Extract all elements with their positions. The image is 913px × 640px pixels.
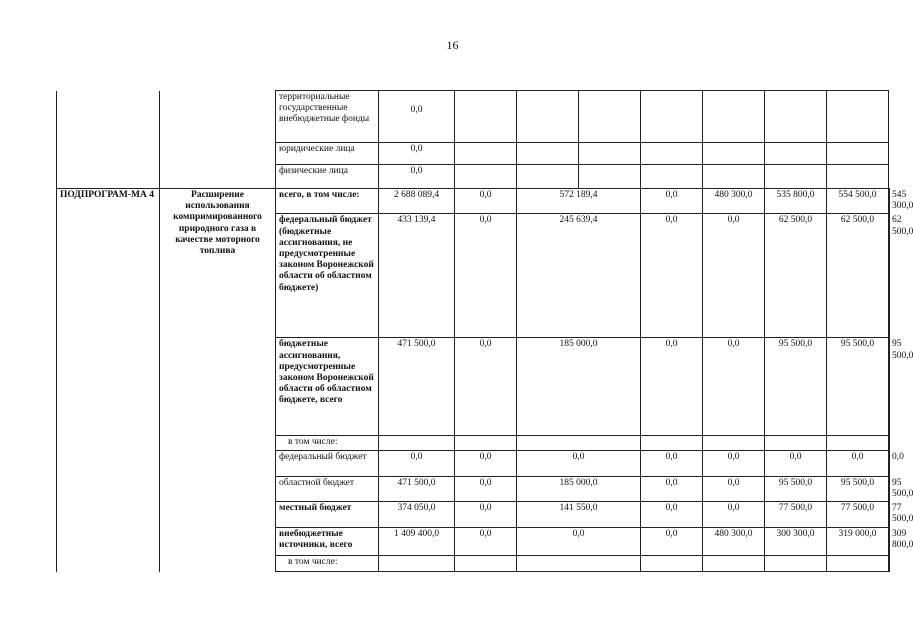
value-cell: 0,0 (765, 450, 827, 476)
value-cell: 0,0 (379, 165, 455, 189)
value-cell: 2 688 089,4 (379, 189, 455, 214)
row-label: территориальные государственные внебюджетные фонды (276, 91, 379, 143)
subprogram-name: Расширение использования компримированного природного газа в качестве моторного топлива (160, 189, 276, 572)
value-cell: 554 500,0 (827, 189, 889, 214)
value-cell: 95 500,0 (765, 338, 827, 436)
value-cell: 0,0 (641, 189, 703, 214)
value-cell: 0,0 (379, 450, 455, 476)
value-cell: 1 409 400,0 (379, 528, 455, 556)
row-label: физические лица (276, 165, 379, 189)
value-cell: 309 800,0 (889, 528, 890, 556)
value-cell: 0,0 (889, 450, 890, 476)
value-cell: 77 500,0 (827, 502, 889, 528)
row-label: всего, в том числе: (276, 189, 379, 214)
value-cell: 374 050,0 (379, 502, 455, 528)
row-label: юридические лица (276, 143, 379, 165)
value-cell: 62 500,0 (765, 214, 827, 338)
table-row (57, 91, 890, 143)
row-label: бюджетные ассигнования, предусмотренные законом Воронежской области об областном бюджете, всего (276, 338, 379, 436)
empty-cell (160, 91, 276, 189)
value-cell: 0,0 (517, 528, 641, 556)
row-label: в том числе: (276, 556, 379, 572)
row-label: федеральный бюджет (бюджетные ассигнования, не предусмотренные законом Воронежской области об областном бюджете) (276, 214, 379, 338)
value-cell: 471 500,0 (379, 338, 455, 436)
value-cell: 62 500,0 (827, 214, 889, 338)
value-cell: 0,0 (703, 450, 765, 476)
value-cell: 0,0 (641, 338, 703, 436)
value-cell: 0,0 (641, 214, 703, 338)
value-cell: 0,0 (641, 476, 703, 501)
value-cell: 62 500,0 (889, 214, 890, 338)
value-cell: 0,0 (379, 91, 455, 143)
value-cell: 0,0 (455, 214, 517, 338)
value-cell: 535 800,0 (765, 189, 827, 214)
value-cell: 0,0 (379, 143, 455, 165)
value-cell: 245 639,4 (517, 214, 641, 338)
value-cell: 0,0 (703, 476, 765, 501)
value-cell: 319 000,0 (827, 528, 889, 556)
value-cell: 95 500,0 (827, 338, 889, 436)
row-label: в том числе: (276, 436, 379, 450)
value-cell: 95 500,0 (765, 476, 827, 501)
value-cell: 0,0 (455, 528, 517, 556)
value-cell: 0,0 (455, 338, 517, 436)
table-row (57, 189, 890, 214)
value-cell: 95 500,0 (889, 476, 890, 501)
value-cell: 0,0 (641, 528, 703, 556)
row-label: внебюджетные источники, всего (276, 528, 379, 556)
value-cell: 77 500,0 (889, 502, 890, 528)
value-cell: 433 139,4 (379, 214, 455, 338)
value-cell: 0,0 (455, 450, 517, 476)
value-cell: 0,0 (703, 502, 765, 528)
value-cell: 0,0 (455, 502, 517, 528)
value-cell: 480 300,0 (703, 528, 765, 556)
value-cell: 0,0 (455, 476, 517, 501)
value-cell: 95 500,0 (889, 338, 890, 436)
value-cell: 141 550,0 (517, 502, 641, 528)
row-label: областной бюджет (276, 476, 379, 501)
value-cell: 0,0 (455, 189, 517, 214)
value-cell: 480 300,0 (703, 189, 765, 214)
empty-cell (57, 91, 160, 189)
value-cell: 0,0 (703, 214, 765, 338)
value-cell: 0,0 (641, 502, 703, 528)
value-cell: 545 300,0 (889, 189, 890, 214)
value-cell: 0,0 (641, 450, 703, 476)
page-number: 16 (446, 38, 459, 52)
value-cell: 77 500,0 (765, 502, 827, 528)
value-cell: 95 500,0 (827, 476, 889, 501)
subprogram-code: ПОДПРОГРАМ-МА 4 (57, 189, 160, 572)
budget-table (56, 90, 913, 572)
value-cell: 185 000,0 (517, 338, 641, 436)
row-label: местный бюджет (276, 502, 379, 528)
value-cell: 471 500,0 (379, 476, 455, 501)
value-cell: 300 300,0 (765, 528, 827, 556)
value-cell: 572 189,4 (517, 189, 641, 214)
value-cell: 0,0 (827, 450, 889, 476)
value-cell: 0,0 (703, 338, 765, 436)
value-cell: 0,0 (517, 450, 641, 476)
row-label: федеральный бюджет (276, 450, 379, 476)
value-cell: 185 000,0 (517, 476, 641, 501)
